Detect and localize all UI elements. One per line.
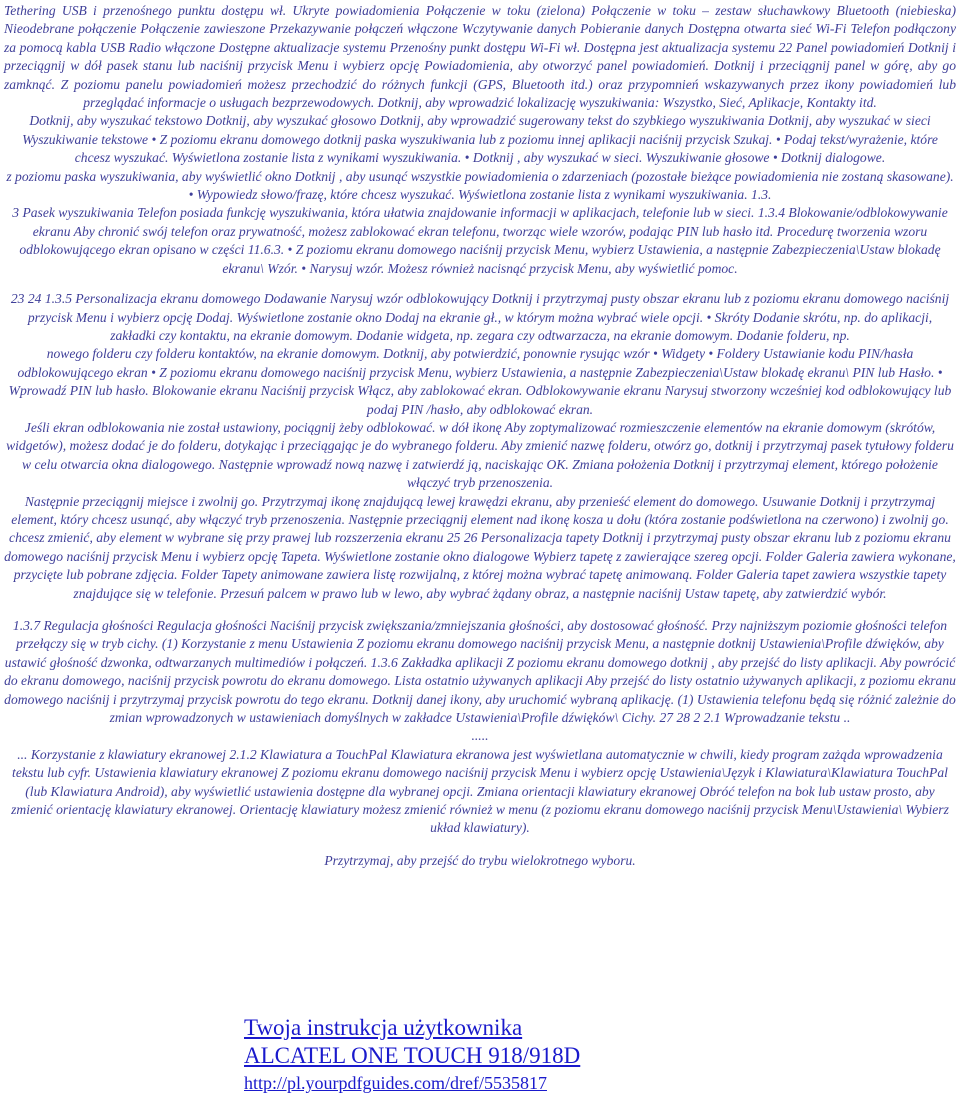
- document-body: [4, 2, 956, 870]
- paragraph-pin-lock: nowego folderu czy folderu kontaktów, na ekranie domowym. Dotknij, aby potwierdzić, ponownie rysując wzór • Widgety • Foldery Ustawianie kodu PIN/hasła odblokowującego ekran • Z poziomu ekranu domowego naciśnij przycisk Menu, wybierz Ustawienia, a następnie Zabezpieczenia\Ustaw blokadę ekranu\ PIN lub Hasło. • Wprowadź PIN lub hasło. Blokowanie ekranu Naciśnij przycisk Włącz, aby zablokować ekran. Odblokowywanie ekranu Narysuj stworzony wcześniej kod odblokowujący lub podaj PIN /hasło, aby odblokować ekran.: [8, 346, 952, 417]
- paragraph-multi-select: Przytrzymaj, aby przejść do trybu wielokrotnego wyboru.: [324, 852, 636, 868]
- manual-model-link[interactable]: ALCATEL ONE TOUCH 918/918D: [244, 1043, 581, 1068]
- paragraph-volume-apps: 1.3.7 Regulacja głośności Regulacja głośności Naciśnij przycisk zwiększania/zmniejszania głośności, aby dostosować głośność. Przy najniższym poziomie głośności telefon przełączy się w tryb cichy. (1) Korzystanie z menu Ustawienia Z poziomu ekranu domowego naciśnij przycisk Menu, a następnie dotknij Ustawienia\Profile dźwięków, aby ustawić głośność dzwonka, odtwarzanych multimediów i połączeń. 1.3.6 Zakładka aplikacji Z poziomu ekranu domowego dotknij , aby przejść do listy aplikacji. Aby powrócić do ekranu domowego, naciśnij przycisk powrotu do ekranu domowego. Lista ostatnio używanych aplikacji Aby przejść do listy ostatnio używanych aplikacji, z poziomu ekranu domowego naciśnij i przytrzymaj przycisk powrotu do tego ekranu. Dotknij danej ikony, aby uruchomić wybraną aplikację. (1) Ustawienia telefonu będą się różnić zależnie do zmian wprowadzonych w ustawieniach domyślnych w zakładce Ustawienia\Profile dźwięków\ Cichy. 27 28 2 2.1 Wprowadzanie tekstu ..: [4, 618, 956, 726]
- paragraph-search-actions: Dotknij, aby wyszukać tekstowo Dotknij, aby wyszukać głosowo Dotknij, aby wprowadzić sugerowany tekst do szybkiego wyszukiwania Dotknij, aby wyszukać w sieci Wyszukiwanie tekstowe • Z poziomu ekranu domowego dotknij paska wyszukiwania lub z poziomu innej aplikacji naciśnij przycisk Szukaj. • Podaj tekst/wyrażenie, które chcesz wyszukać. Wyświetlona zostanie lista z wynikami wyszukiwania. • Dotknij , aby wyszukać w sieci. Wyszukiwanie głosowe • Dotknij dialogowe.: [22, 113, 938, 166]
- paragraph-keyboard: ... Korzystanie z klawiatury ekranowej 2.1.2 Klawiatura a TouchPal Klawiatura ekranowa jest wyświetlana automatycznie w chwili, kiedy program zażąda wprowadzenia tekstu lub cyfr. Ustawienia klawiatury ekranowej Z poziomu ekranu domowego naciśnij przycisk Menu i wybierz opcję Ustawienia\Język i Klawiatura\Klawiatura TouchPal (lub Klawiatura Android), aby wyświetlić ustawienia dostępne dla wybranej opcji. Zmiana orientacji klawiatury ekranowej Obróć telefon na bok lub ustaw prosto, aby zmienić orientację klawiatury ekranowej. Orientację klawiatury możesz zmienić również w menu (z poziomu ekranu domowego naciśnij przycisk Menu\Ustawienia\ Wybierz układ klawiatury).: [11, 746, 949, 836]
- manual-url-link[interactable]: http://pl.yourpdfguides.com/dref/5535817: [244, 1073, 547, 1093]
- paragraph-search-voice: z poziomu paska wyszukiwania, aby wyświetlić okno Dotknij , aby usunąć wszystkie powiadomienia o zdarzeniach (pozostałe bieżące powiadomienia nie zostaną skasowane). • Wypowiedz słowo/frazę, które chcesz wyszukać. Wyświetlona zostanie lista z wynikami wyszukiwania. 1.3.: [6, 168, 954, 203]
- paragraph-home-personalization: 23 24 1.3.5 Personalizacja ekranu domowego Dodawanie Narysuj wzór odblokowujący Dotknij i przytrzymaj pusty obszar ekranu lub z poziomu ekranu domowego naciśnij przycisk Menu i wybierz opcję Dodaj. Wyświetlone zostanie okno Dodaj na ekranie gł., w którym można wybrać wiele opcji. • Skróty Dodanie skrótu, np. do aplikacji, zakładki czy kontaktu, na ekranie domowym. Dodanie widgeta, np. zegara czy odtwarzacza, na ekranie domowym. Dodanie folderu, np.: [10, 291, 950, 343]
- paragraph-move-wallpaper: Następnie przeciągnij miejsce i zwolnij go. Przytrzymaj ikonę znajdującą lewej krawędzi ekranu, aby przenieść element do domowego. Usuwanie Dotknij i przytrzymaj element, który chcesz usunąć, aby włączyć tryb przenoszenia. Następnie przeciągnij element nad ikonę kosza u dołu (która zostanie podświetlona na czerwono) i zwolnij go. chcesz zmienić, aby element w wybrane się przy prawej lub rozszerzenia ekranu 25 26 Personalizacja tapety Dotknij i przytrzymaj pusty obszar ekranu lub z poziomu ekranu domowego naciśnij przycisk Menu i wybierz opcję Tapeta. Wyświetlone zostanie okno dialogowe Wybierz tapetę z zawierające szereg opcji. Folder Galeria zawiera wykonane, przycięte lub pobrane zdjęcia. Folder Tapety animowane zawiera listę rozwijalną, z której można wybrać tapetę animowaną. Folder Galeria tapet zawiera wszystkie tapety znajdujące się w telefonie. Przesuń palcem w prawo lub w lewo, aby wybrać żądany obraz, a następnie naciśnij Ustaw tapetę, aby zatwierdzić wybór.: [4, 493, 956, 601]
- footer-links: [244, 1014, 944, 1094]
- paragraph-ellipsis: .....: [471, 728, 489, 744]
- paragraph-folders: Jeśli ekran odblokowania nie został ustawiony, pociągnij żeby odblokować. w dół ikonę Aby zoptymalizować rozmieszczenie elementów na ekranie domowym (skrótów, widgetów), możesz dodać je do folderu, dotykając i przeciągając je do wybranego folderu. Aby zmienić nazwę folderu, otwórz go, dotknij i przytrzymaj pasek tytułowy folderu w celu otwarcia okna dialogowego. Następnie wprowadź nową nazwę i zatwierdź ją, naciskając OK. Zmiana położenia Dotknij i przytrzymaj element, którego położenie włączyć tryb przenoszenia.: [6, 419, 954, 491]
- paragraph-notifications: Tethering USB i przenośnego punktu dostępu wł. Ukryte powiadomienia Połączenie w toku (zielona) Połączenie w toku – zestaw słuchawkowy Bluetooth (niebieska) Nieodebrane połączenie Połączenie zawieszone Przekazywanie połączeń włączone Wczytywanie danych Pobieranie danych Dostępna otwarta sieć Wi-Fi Telefon podłączony za pomocą kabla USB Radio włączone Dostępne aktualizacje systemu Przenośny punkt dostępu Wi-Fi wł. Dostępna jest aktualizacja systemu 22 Panel powiadomień Dotknij i przeciągnij w dół pasek stanu lub naciśnij przycisk Menu i wybierz opcję Powiadomienia, aby otworzyć panel powiadomień. Dotknij i przeciągnij panel w górę, aby go zamknąć. Z poziomu panelu powiadomień możesz przechodzić do różnych funkcji (GPS, Bluetooth itd.) oraz przypomnień wskazywanych przez ikony powiadomień lub przeglądać informacje o usługach bezprzewodowych. Dotknij, aby wprowadzić lokalizację wyszukiwania: Wszystko, Sieć, Aplikacje, Kontakty itd.: [4, 3, 956, 111]
- manual-title-link[interactable]: Twoja instrukcja użytkownika: [244, 1015, 523, 1040]
- paragraph-search-bar-lock: 3 Pasek wyszukiwania Telefon posiada funkcję wyszukiwania, która ułatwia znajdowanie informacji w aplikacjach, telefonie lub w sieci. 1.3.4 Blokowanie/odblokowywanie ekranu Aby chronić swój telefon oraz prywatność, możesz zablokować ekran telefonu, tworząc wiele wzorów, podając PIN lub hasło itd. Procedurę tworzenia wzoru odblokowującego ekran opisano w części 11.6.3. • Z poziomu ekranu domowego naciśnij przycisk Menu, wybierz Ustawienia, a następnie Zabezpieczenia\Ustaw blokadę ekranu\ Wzór. • Narysuj wzór. Możesz również nacisnąć przycisk Menu, aby wyświetlić pomoc.: [12, 205, 948, 276]
